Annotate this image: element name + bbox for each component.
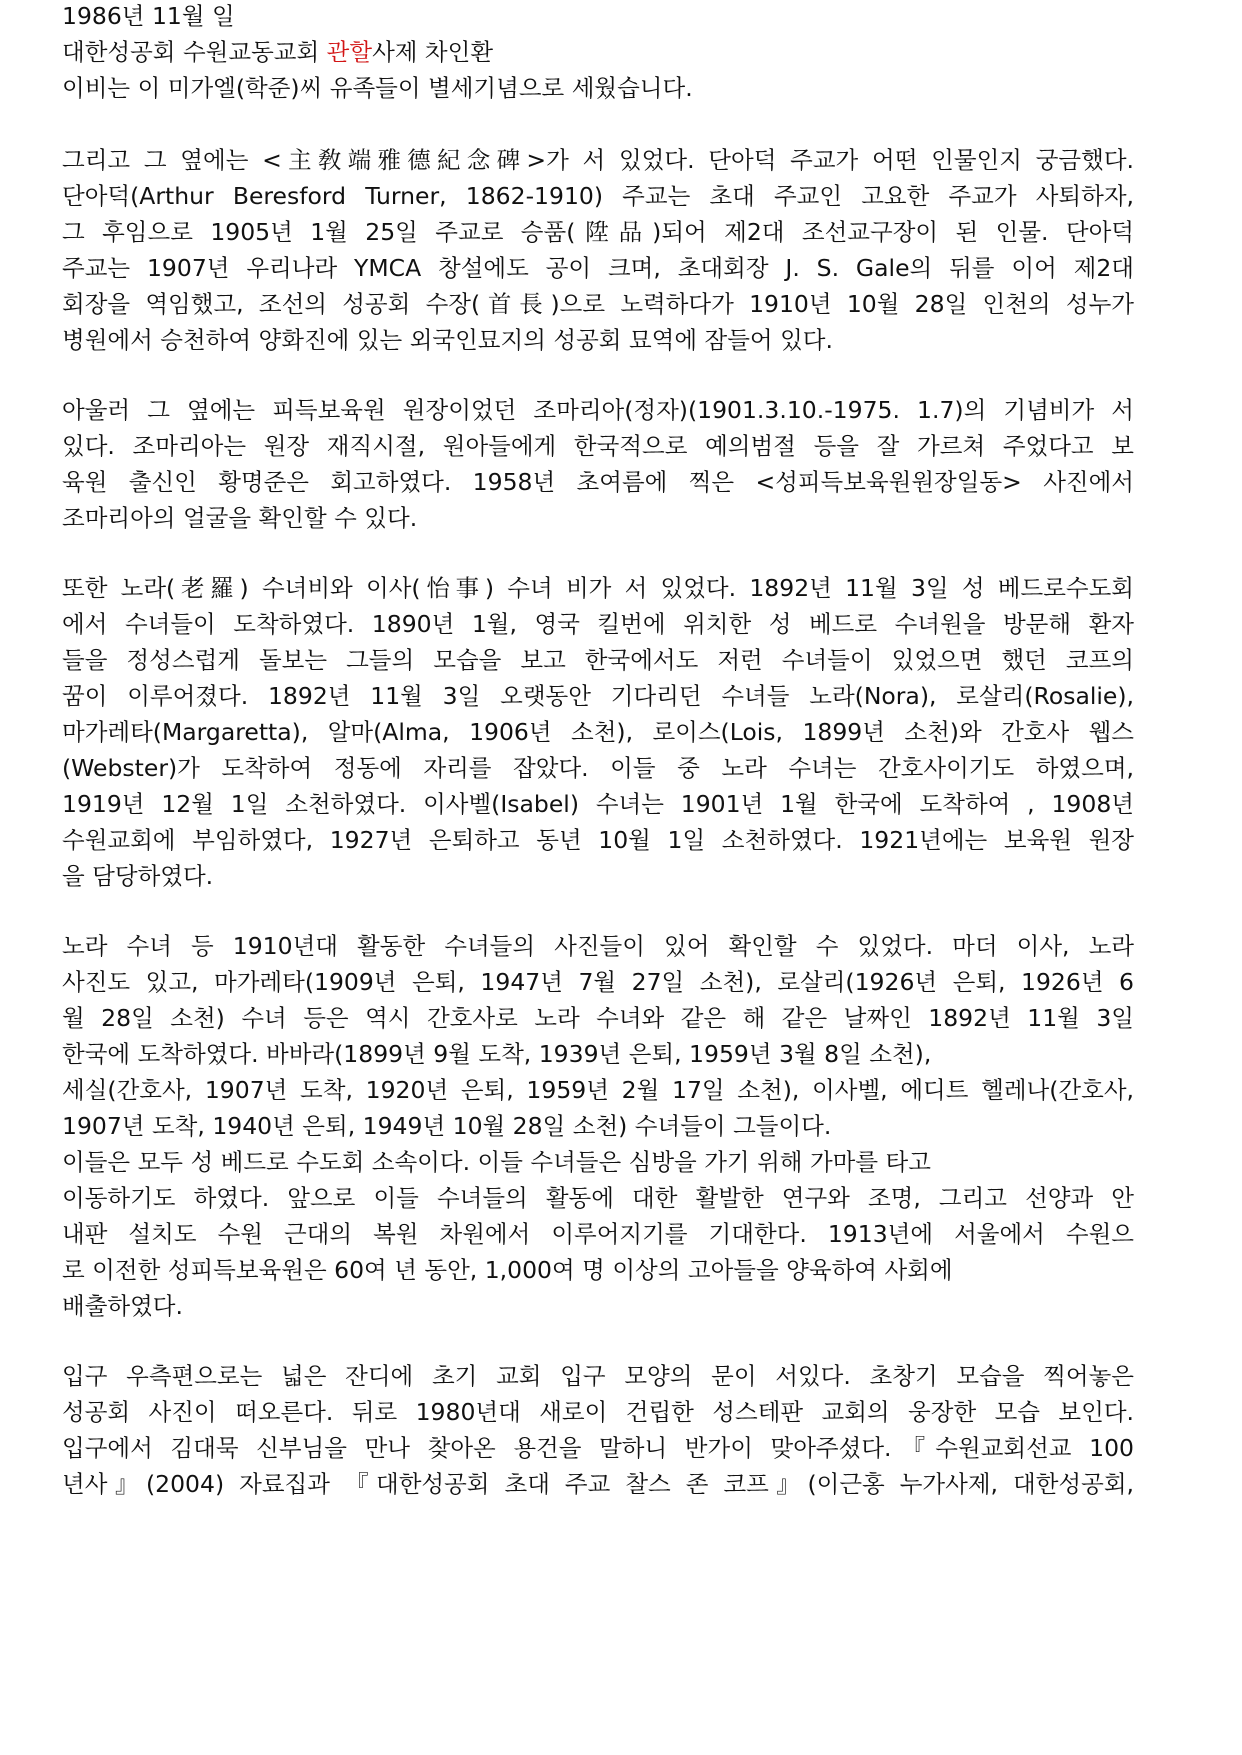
paragraph-4-line: 1907년 도착, 1940년 은퇴, 1949년 10월 28일 소천) 수녀들이 그들이다.: [62, 1112, 832, 1140]
paragraph-4-line: 월 28일 소천) 수녀 등은 역시 간호사로 노라 수녀와 같은 해 같은 날짜인 1892년 11월 3일: [62, 1004, 1134, 1032]
paragraph-3-line: 들을 정성스럽게 돌보는 그들의 모습을 보고 한국에서도 저런 수녀들이 있었으면 했던 코프의: [62, 646, 1134, 674]
paragraph-4-line: 이들은 모두 성 베드로 수도회 소속이다. 이들 수녀들은 심방을 가기 위해 가마를 타고: [62, 1148, 931, 1176]
paragraph-4-line: 노라 수녀 등 1910년대 활동한 수녀들의 사진들이 있어 확인할 수 있었다. 마더 이사, 노라: [62, 932, 1134, 960]
paragraph-5-line: 입구 우측편으로는 넓은 잔디에 초기 교회 입구 모양의 문이 서있다. 초창기 모습을 찍어놓은: [62, 1362, 1134, 1390]
paragraph-3-line: 꿈이 이루어졌다. 1892년 11월 3일 오랫동안 기다리던 수녀들 노라(Nora), 로살리(Rosalie),: [62, 682, 1134, 710]
paragraph-4-line: 사진도 있고, 마가레타(1909년 은퇴, 1947년 7월 27일 소천), 로살리(1926년 은퇴, 1926년 6: [62, 968, 1134, 996]
paragraph-3-line: 에서 수녀들이 도착하였다. 1890년 1월, 영국 킬번에 위치한 성 베드로 수녀원을 방문해 환자: [62, 610, 1134, 638]
paragraph-4-line: 한국에 도착하였다. 바바라(1899년 9월 도착, 1939년 은퇴, 1959년 3월 8일 소천),: [62, 1040, 932, 1068]
paragraph-2-line: 육원 출신인 황명준은 회고하였다. 1958년 초여름에 찍은 <성피득보육원원장일동> 사진에서: [62, 468, 1134, 496]
paragraph-3-line: 을 담당하였다.: [62, 862, 214, 890]
paragraph-3-line: (Webster)가 도착하여 정동에 자리를 잡았다. 이들 중 노라 수녀는 간호사이기도 하였으며,: [62, 754, 1134, 782]
priest-line: [62, 32, 493, 72]
paragraph-5-line: 성공회 사진이 떠오른다. 뒤로 1980년대 새로이 건립한 성스테판 교회의 웅장한 모습 보인다.: [62, 1398, 1134, 1426]
paragraph-4-line: 세실(간호사, 1907년 도착, 1920년 은퇴, 1959년 2월 17일 소천), 이사벨, 에디트 헬레나(간호사,: [62, 1076, 1134, 1104]
paragraph-3-line: 수원교회에 부임하였다, 1927년 은퇴하고 동년 10월 1일 소천하였다. 1921년에는 보육원 원장: [62, 826, 1134, 854]
paragraph-3-line: 마가레타(Margaretta), 알마(Alma, 1906년 소천), 로이스(Lois, 1899년 소천)와 간호사 웹스: [62, 718, 1134, 746]
paragraph-1-line: 그 후임으로 1905년 1월 25일 주교로 승품(陞品)되어 제2대 조선교구장이 된 인물. 단아덕: [62, 218, 1134, 246]
paragraph-1-line: 단아덕(Arthur Beresford Turner, 1862-1910) 주교는 초대 주교인 고요한 주교가 사퇴하자,: [62, 182, 1134, 210]
priest-line-suffix: 사제 차인환: [372, 38, 494, 66]
paragraph-3-line: 1919년 12월 1일 소천하였다. 이사벨(Isabel) 수녀는 1901년 1월 한국에 도착하여 , 1908년: [62, 790, 1134, 818]
priest-line-prefix: 대한성공회 수원교동교회: [62, 38, 327, 66]
paragraph-5-line: 년사』(2004) 자료집과 『대한성공회 초대 주교 찰스 존 코프』(이근홍 누가사제, 대한성공회,: [62, 1470, 1134, 1498]
highlighted-word: 관할: [326, 38, 373, 66]
paragraph-3-line: 또한 노라(老羅) 수녀비와 이사(怡事) 수녀 비가 서 있었다. 1892년 11월 3일 성 베드로수도회: [62, 574, 1134, 602]
paragraph-1-line: 회장을 역임했고, 조선의 성공회 수장(首長)으로 노력하다가 1910년 10월 28일 인천의 성누가: [62, 290, 1134, 318]
paragraph-2-line: 있다. 조마리아는 원장 재직시절, 원아들에게 한국적으로 예의범절 등을 잘 가르쳐 주었다고 보: [62, 432, 1134, 460]
paragraph-4-line: 내판 설치도 수원 근대의 복원 차원에서 이루어지기를 기대한다. 1913년에 서울에서 수원으: [62, 1220, 1134, 1248]
paragraph-4-line: 배출하였다.: [62, 1292, 183, 1320]
paragraph-4-line: 로 이전한 성피득보육원은 60여 년 동안, 1,000여 명 이상의 고아들을 양육하여 사회에: [62, 1256, 953, 1284]
paragraph-2-line: 조마리아의 얼굴을 확인할 수 있다.: [62, 504, 418, 532]
date-line: 1986년 11월 일: [62, 2, 235, 30]
paragraph-1-line: 병원에서 승천하여 양화진에 있는 외국인묘지의 성공회 묘역에 잠들어 있다.: [62, 326, 833, 354]
paragraph-2-line: 아울러 그 옆에는 피득보육원 원장이었던 조마리아(정자)(1901.3.10.-1975. 1.7)의 기념비가 서: [62, 396, 1134, 424]
paragraph-1-line: 그리고 그 옆에는 <主敎端雅德紀念碑>가 서 있었다. 단아덕 주교가 어떤 인물인지 궁금했다.: [62, 146, 1134, 174]
paragraph-1-line: 주교는 1907년 우리나라 YMCA 창설에도 공이 크며, 초대회장 J. S. Gale의 뒤를 이어 제2대: [62, 254, 1134, 282]
paragraph-5-line: 입구에서 김대묵 신부님을 만나 찾아온 용건을 말하니 반가이 맞아주셨다.『수원교회선교 100: [62, 1434, 1134, 1462]
paragraph-4-line: 이동하기도 하였다. 앞으로 이들 수녀들의 활동에 대한 활발한 연구와 조명, 그리고 선양과 안: [62, 1184, 1134, 1212]
erected-line: 이비는 이 미가엘(학준)씨 유족들이 별세기념으로 세웠습니다.: [62, 74, 693, 102]
